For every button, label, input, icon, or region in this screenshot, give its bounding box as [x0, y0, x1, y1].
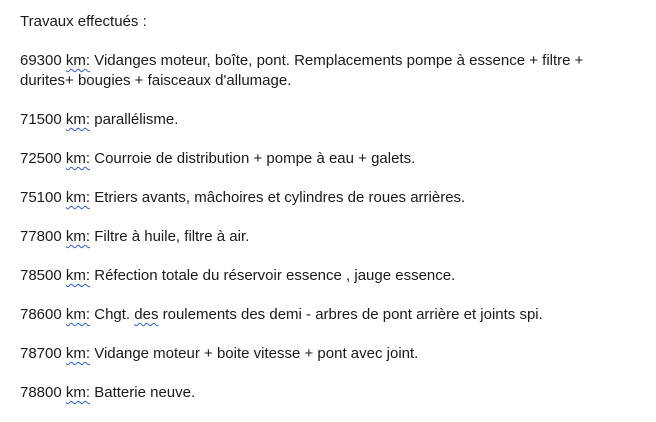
entry-description: Vidange moteur + boite vitesse + pont avec joint.: [94, 345, 419, 362]
entry-description-start: Chgt.: [94, 306, 131, 323]
entry-description: Courroie de distribution + pompe à eau + galets.: [94, 150, 416, 167]
entry-description: Etriers avants, mâchoires et cylindres de roues arrières.: [94, 189, 466, 206]
entry-unit: km:: [65, 384, 91, 401]
entry-unit: km:: [65, 52, 91, 69]
maintenance-entry-69300: [20, 51, 640, 91]
document-body: [20, 12, 640, 422]
maintenance-entry-78500: [20, 266, 640, 286]
entry-mileage: 78700: [20, 345, 62, 362]
entry-mileage: 75100: [20, 189, 62, 206]
entry-unit: km:: [65, 189, 91, 206]
entry-description: parallélisme.: [94, 111, 179, 128]
entry-mileage: 72500: [20, 150, 62, 167]
entry-mileage: 69300: [20, 52, 62, 69]
entry-unit: km:: [65, 306, 91, 323]
entry-mileage: 78800: [20, 384, 62, 401]
document-heading: Travaux effectués :: [20, 13, 147, 30]
maintenance-entry-72500: [20, 149, 640, 169]
entry-mileage: 78600: [20, 306, 62, 323]
entry-unit: km:: [65, 228, 91, 245]
entry-description: Réfection totale du réservoir essence , jauge essence.: [94, 267, 456, 284]
entry-unit: km:: [65, 111, 91, 128]
maintenance-entry-78700: [20, 344, 640, 364]
flagged-word: des: [134, 306, 159, 323]
entry-unit: km:: [65, 345, 91, 362]
entry-unit: km:: [65, 150, 91, 167]
maintenance-entry-77800: [20, 227, 640, 247]
entry-mileage: 78500: [20, 267, 62, 284]
entry-description: Filtre à huile, filtre à air.: [94, 228, 250, 245]
maintenance-entry-78600: [20, 305, 640, 325]
maintenance-entry-78800: [20, 383, 640, 403]
entry-description: Vidanges moteur, boîte, pont. Remplacements pompe à essence + filtre + durites+ bougies + faisceaux d'allumage.: [20, 52, 584, 89]
entry-mileage: 77800: [20, 228, 62, 245]
entry-description-end: roulements des demi - arbres de pont arrière et joints spi.: [162, 306, 543, 323]
maintenance-entry-75100: [20, 188, 640, 208]
entry-mileage: 71500: [20, 111, 62, 128]
maintenance-entry-71500: [20, 110, 640, 130]
entry-unit: km:: [65, 267, 91, 284]
entry-description: Batterie neuve.: [94, 384, 196, 401]
